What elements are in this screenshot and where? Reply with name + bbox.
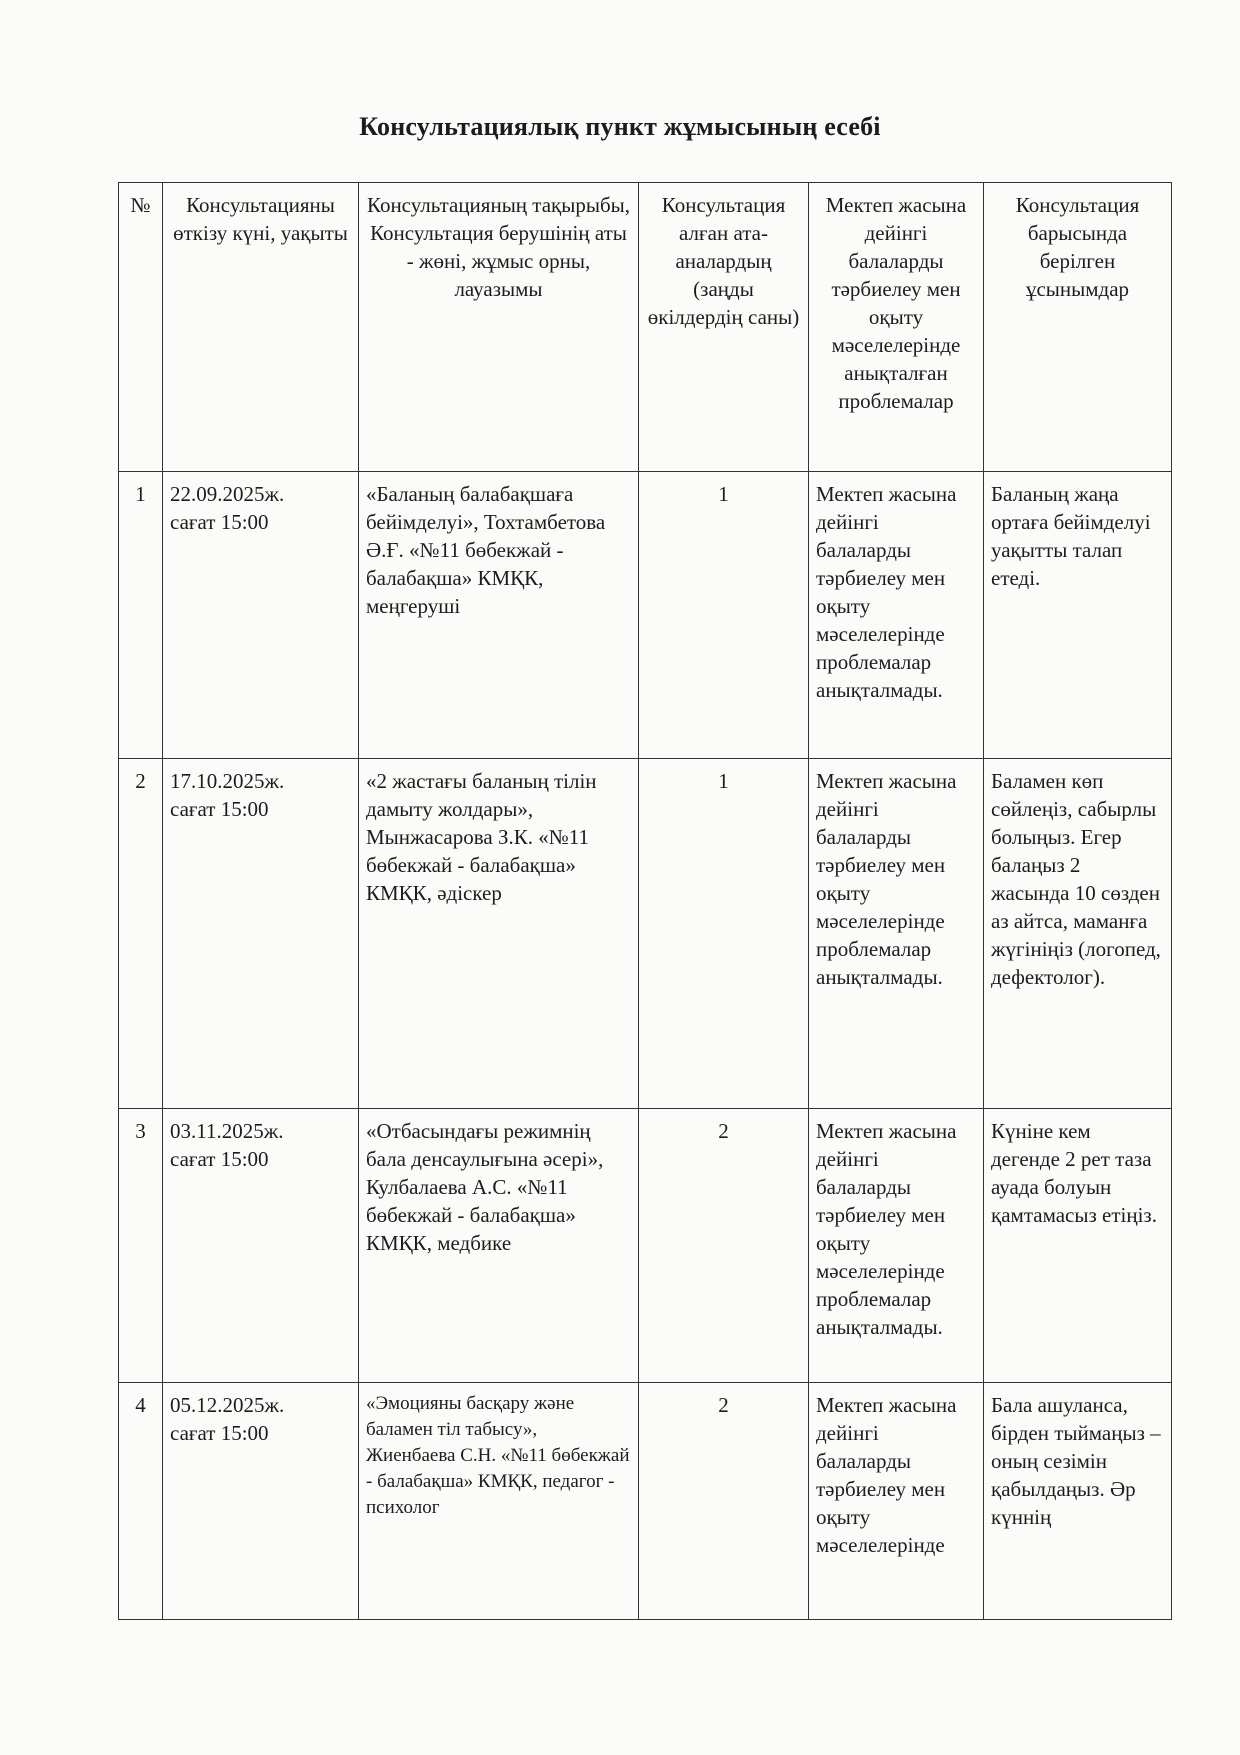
- header-recommendations: Консультация барысында берілген ұсынымдар: [984, 183, 1172, 472]
- table-row: [119, 1109, 1172, 1383]
- table-row: [119, 472, 1172, 759]
- row-parents: 1: [639, 759, 809, 1109]
- row-recommendations: Бала ашуланса, бірден тыймаңыз – оның сезімін қабылдаңыз. Әр күннің: [984, 1383, 1172, 1620]
- header-problems: Мектеп жасына дейінгі балаларды тәрбиелеу мен оқыту мәселелерінде анықталған проблемалар: [809, 183, 984, 472]
- row-date: 03.11.2025ж. сағат 15:00: [163, 1109, 359, 1383]
- header-num: №: [119, 183, 163, 472]
- report-table: [118, 182, 1172, 1620]
- row-num: 3: [119, 1109, 163, 1383]
- row-parents: 2: [639, 1109, 809, 1383]
- row-num: 1: [119, 472, 163, 759]
- row-num: 2: [119, 759, 163, 1109]
- header-date: Консультацияны өткізу күні, уақыты: [163, 183, 359, 472]
- row-recommendations: Баламен көп сөйлеңіз, сабырлы болыңыз. Егер балаңыз 2 жасында 10 сөзден аз айтса, маманға жүгініңіз (логопед, дефектолог).: [984, 759, 1172, 1109]
- row-date: 05.12.2025ж. сағат 15:00: [163, 1383, 359, 1620]
- table-row: [119, 1383, 1172, 1620]
- page-title: Консультациялық пункт жұмысының есебі: [359, 112, 881, 141]
- table-row: [119, 759, 1172, 1109]
- row-recommendations: Баланың жаңа ортаға бейімделуі уақытты талап етеді.: [984, 472, 1172, 759]
- row-topic: «Эмоцияны басқару және баламен тіл табысу», Жиенбаева С.Н. «№11 бөбекжай - балабақша» КМҚК, педагог - психолог: [359, 1383, 639, 1620]
- header-parents: Консультация алған ата-аналардың (заңды өкілдердің саны): [639, 183, 809, 472]
- row-parents: 2: [639, 1383, 809, 1620]
- row-problems: Мектеп жасына дейінгі балаларды тәрбиелеу мен оқыту мәселелерінде проблемалар анықталмады.: [809, 472, 984, 759]
- row-num: 4: [119, 1383, 163, 1620]
- row-recommendations: Күніне кем дегенде 2 рет таза ауада болуын қамтамасыз етіңіз.: [984, 1109, 1172, 1383]
- row-topic: «Баланың балабақшаға бейімделуі», Тохтамбетова Ә.Ғ. «№11 бөбекжай - балабақша» КМҚК, меңгеруші: [359, 472, 639, 759]
- row-date: 22.09.2025ж. сағат 15:00: [163, 472, 359, 759]
- row-problems: Мектеп жасына дейінгі балаларды тәрбиелеу мен оқыту мәселелерінде проблемалар анықталмады.: [809, 759, 984, 1109]
- row-date: 17.10.2025ж. сағат 15:00: [163, 759, 359, 1109]
- row-problems: Мектеп жасына дейінгі балаларды тәрбиелеу мен оқыту мәселелерінде: [809, 1383, 984, 1620]
- header-topic: Консультацияның тақырыбы, Консультация берушінің аты - жөні, жұмыс орны, лауазымы: [359, 183, 639, 472]
- row-topic: «Отбасындағы режимнің бала денсаулығына әсері», Кулбалаева А.С. «№11 бөбекжай - балабақша» КМҚК, медбике: [359, 1109, 639, 1383]
- row-problems: Мектеп жасына дейінгі балаларды тәрбиелеу мен оқыту мәселелерінде проблемалар анықталмады.: [809, 1109, 984, 1383]
- row-topic: «2 жастағы баланың тілін дамыту жолдары», Мынжасарова З.К. «№11 бөбекжай - балабақша» КМҚК, әдіскер: [359, 759, 639, 1109]
- row-parents: 1: [639, 472, 809, 759]
- table-header-row: [119, 183, 1172, 472]
